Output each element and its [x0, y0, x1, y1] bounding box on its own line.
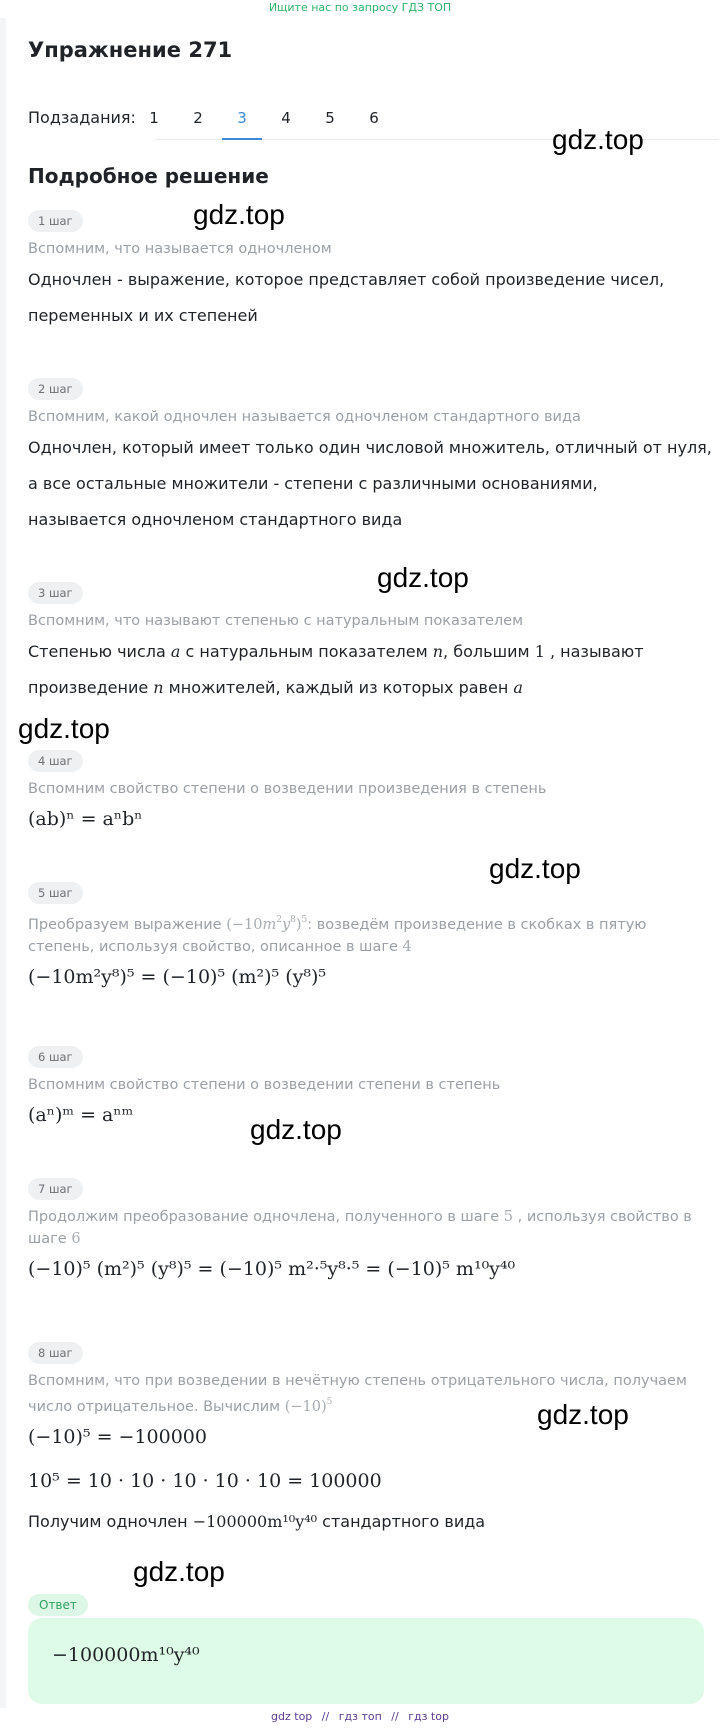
math-inline: $(-10m^2y^8)^5$ [226, 914, 308, 933]
math-inline: −100000m¹⁰y⁴⁰ [192, 1511, 318, 1531]
step-text-line: называется одночленом стандартного вида [28, 510, 403, 529]
note-fragment: степень, используя свойство, описанное в шаге [28, 938, 403, 955]
answer-value: −100000m¹⁰y⁴⁰ [52, 1644, 200, 1666]
step-note: Вспомним свойство степени о возведении произведения в степень [28, 781, 547, 797]
note-fragment: число отрицательное. Вычислим [28, 1398, 285, 1415]
formula: (−10)⁵ = −100000 [28, 1425, 207, 1448]
step-note: Вспомним, какой одночлен называется одночленом стандартного вида [28, 409, 581, 425]
tab-3[interactable]: 3 [222, 102, 262, 140]
watermark: gdz.top [489, 853, 581, 884]
step-2 [28, 378, 718, 538]
math-step-ref: 6 [71, 1231, 81, 1247]
step-text-line: переменных и их степеней [28, 306, 258, 325]
subtasks-label: Подзадания: [28, 108, 136, 127]
step-note [28, 1206, 718, 1250]
math-var-a: a [513, 678, 523, 697]
tab-1[interactable]: 1 [149, 109, 159, 127]
text-fragment: , большим [443, 642, 535, 661]
math-step-ref: 4 [402, 938, 412, 955]
footer-separator: // [321, 1710, 330, 1723]
formula: 10⁵ = 10 · 10 · 10 · 10 · 10 = 100000 [28, 1469, 382, 1492]
step-text-line: Одночлен, который имеет только один числовой множитель, отличный от нуля, [28, 438, 712, 457]
step-6 [28, 1046, 718, 1130]
watermark: gdz.top [537, 1399, 629, 1430]
step-text [28, 1504, 718, 1540]
step-badge: 8 шаг [28, 1342, 83, 1364]
step-text-line [28, 670, 718, 706]
note-fragment: Вспомним, что при возведении в нечётную степень отрицательного числа, получаем [28, 1373, 687, 1389]
footer-link[interactable]: гдз top [408, 1710, 449, 1723]
math-number-one: 1 [534, 642, 545, 661]
step-note [28, 910, 718, 958]
page-title: Упражнение 271 [28, 38, 233, 62]
math-inline: $(-10)^5$ [284, 1396, 333, 1415]
top-banner[interactable]: Ищите нас по запросу ГДЗ ТОП [268, 1, 452, 14]
step-text [28, 262, 718, 334]
tab-4[interactable]: 4 [281, 109, 291, 127]
step-text-line: а все остальные множители - степени с различными основаниями, [28, 474, 598, 493]
text-fragment: с натуральным показателем [180, 642, 433, 661]
step-1 [28, 210, 718, 334]
step-3 [28, 582, 718, 706]
watermark: gdz.top [193, 199, 285, 230]
note-fragment: : возведём произведение в скобках в пятую [307, 916, 647, 933]
step-note: Вспомним свойство степени о возведении степени в степень [28, 1077, 501, 1093]
step-8 [28, 1342, 718, 1540]
formula: (−10m²y⁸)⁵ = (−10)⁵ (m²)⁵ (y⁸)⁵ [28, 965, 327, 988]
step-text [28, 634, 718, 706]
step-badge: 4 шаг [28, 750, 83, 772]
note-fragment: шаге [28, 1231, 72, 1247]
footer-links [0, 1708, 720, 1726]
tab-5[interactable]: 5 [325, 109, 335, 127]
text-fragment: стандартного вида [317, 1511, 486, 1531]
watermark: gdz.top [250, 1114, 342, 1145]
text-fragment: , называют [544, 642, 644, 661]
note-fragment: , используя свойство в [513, 1209, 692, 1225]
watermark: gdz.top [18, 713, 110, 744]
text-fragment: Получим одночлен [28, 1511, 193, 1531]
tab-6[interactable]: 6 [369, 109, 379, 127]
math-var-a: a [170, 642, 181, 661]
step-note: Вспомним, что называется одночленом [28, 241, 332, 257]
text-fragment: множителей, каждый из которых равен [163, 678, 514, 697]
step-7 [28, 1178, 718, 1284]
step-5 [28, 882, 718, 992]
watermark: gdz.top [377, 562, 469, 593]
text-fragment: Степенью числа [28, 642, 171, 661]
footer-separator: // [391, 1710, 399, 1723]
footer-link[interactable]: gdz top [271, 1710, 313, 1723]
step-badge: 3 шаг [28, 582, 83, 604]
step-text-line [28, 634, 718, 670]
step-badge: 5 шаг [28, 882, 83, 904]
watermark: gdz.top [552, 124, 644, 155]
step-badge: 6 шаг [28, 1046, 83, 1068]
watermark: gdz.top [133, 1556, 225, 1587]
text-fragment: произведение [28, 678, 154, 697]
step-note: Вспомним, что называют степенью с натуральным показателем [28, 613, 524, 629]
step-badge: 2 шаг [28, 378, 83, 400]
note-fragment: Продолжим преобразование одночлена, полученного в шаге [28, 1209, 504, 1225]
math-var-n: n [153, 678, 164, 697]
solution-heading: Подробное решение [28, 164, 269, 188]
step-text [28, 430, 718, 538]
math-step-ref: 5 [503, 1209, 514, 1225]
tab-2[interactable]: 2 [193, 109, 203, 127]
math-var-n: n [432, 642, 444, 661]
formula: (aⁿ)ᵐ = aⁿᵐ [28, 1104, 134, 1126]
step-badge: 7 шаг [28, 1178, 83, 1200]
step-badge: 1 шаг [28, 210, 83, 232]
formula: (−10)⁵ (m²)⁵ (y⁸)⁵ = (−10)⁵ m²·⁵y⁸·⁵ = (−10)⁵ m¹⁰y⁴⁰ [28, 1258, 516, 1280]
formula: (ab)ⁿ = aⁿbⁿ [28, 808, 143, 830]
answer-badge: Ответ [28, 1594, 88, 1616]
footer-link[interactable]: гдз топ [338, 1710, 382, 1723]
answer-box [28, 1618, 704, 1704]
step-text-line: Одночлен - выражение, которое представляет собой произведение чисел, [28, 270, 665, 289]
left-strip [0, 18, 6, 1708]
note-fragment: Преобразуем выражение [28, 916, 227, 933]
step-4 [28, 750, 718, 834]
